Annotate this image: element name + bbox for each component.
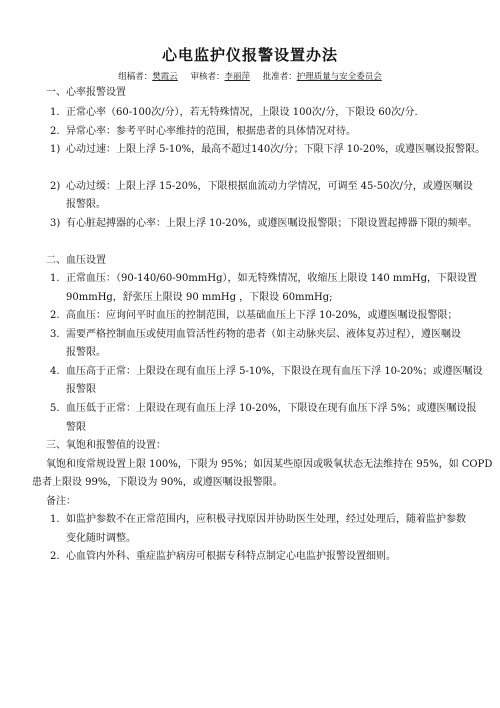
item-line: 报警限 [66,384,96,395]
item-line: 血压高于正常：上限设在现有血压上浮 5-10%，下限设在现有血压下浮 10-20%；或遵医嘱设 [66,366,483,377]
org-name: 樊霞云 [152,72,178,82]
item-line: 90mmHg，舒张压上限设 90 mmHg ，下限设 60mmHg; [66,292,333,303]
item-line: 血压低于正常：上限设在现有血压上浮 10-20%，下限设在现有血压下浮 5%；或遵医嘱设报 [66,403,477,414]
review-name: 李丽萍 [224,72,251,82]
item-line: 变化随时调整。 [66,533,136,544]
section-heading-blood-pressure: 二、血压设置 [46,255,106,266]
item-line: 如监护参数不在正常范围内，应积极寻找原因并协助医生处理，经过处理后，随着监护参数 [66,514,466,525]
item-line: 异常心率：参考平时心率维持的范围，根据患者的具体情况对待。 [66,126,356,137]
item-number: 3) [50,218,61,229]
section-heading-heart-rate: 一、心率报警设置 [46,87,126,98]
item-number: 1. [50,107,60,118]
item-line: 警限 [66,422,86,433]
credits-line [0,70,500,82]
item-line: 需要严格控制血压或使用血管活性药物的患者（如主动脉夹层、液体复苏过程），遵医嘱设 [66,329,461,340]
item-line: 有心脏起搏器的心率：上限上浮 10-20%，或遵医嘱设报警限；下限设置起搏器下限的频率。 [66,218,478,229]
item-number: 1. [50,514,60,525]
item-number: 5. [50,403,60,414]
item-line: 正常心率（60-100次/分），若无特殊情况，上限设 100次/分，下限设 60次/分. [66,107,418,118]
approve-name: 护理质量与安全委员会 [296,72,382,82]
paragraph-line: 氧饱和度常规设置上限 100%，下限为 95%；如因某些原因或吸氧状态无法维持在 95%，如 COPD [46,459,493,470]
notes-heading: 备注： [46,496,76,507]
approve-label: 批准者： [262,72,297,82]
item-line: 高血压：应询问平时血压的控制范围，以基础血压上下浮 10-20%，或遵医嘱设报警限； [66,310,458,321]
item-line: 心动过速：上限上浮 5-10%，最高不超过140次/分；下限下浮 10-20%，或遵医嘱设报警限。 [66,144,486,155]
item-number: 1. [50,273,60,284]
org-label: 组稿者： [118,72,153,82]
item-number: 2. [50,310,60,321]
item-line: 报警限。 [66,199,106,210]
item-number: 2. [50,551,60,562]
item-line: 正常血压：（90-140/60-90mmHg），如无特殊情况，收缩压上限设 140 mmHg，下限设置 [66,273,478,284]
section-heading-spo2: 三、氧饱和报警值的设置： [46,440,166,451]
item-line: 心动过缓：上限上浮 15-20%，下限根据血流动力学情况，可调至 45-50次/分，或遵医嘱设 [66,181,473,192]
item-number: 4. [50,366,60,377]
document-title: 心电监护仪报警设置办法 [161,46,338,64]
item-line: 报警限。 [66,347,106,358]
item-number: 2. [50,126,60,137]
item-number: 2) [50,181,61,192]
item-line: 心血管内外科、重症监护病房可根据专科特点制定心电监护报警设置细则。 [66,551,396,562]
paragraph-line: 患者上限设 99%，下限设为 90%，或遵医嘱设报警限。 [32,477,283,488]
item-number: 3. [50,329,60,340]
review-label: 审核者： [190,72,225,82]
item-number: 1) [50,144,61,155]
